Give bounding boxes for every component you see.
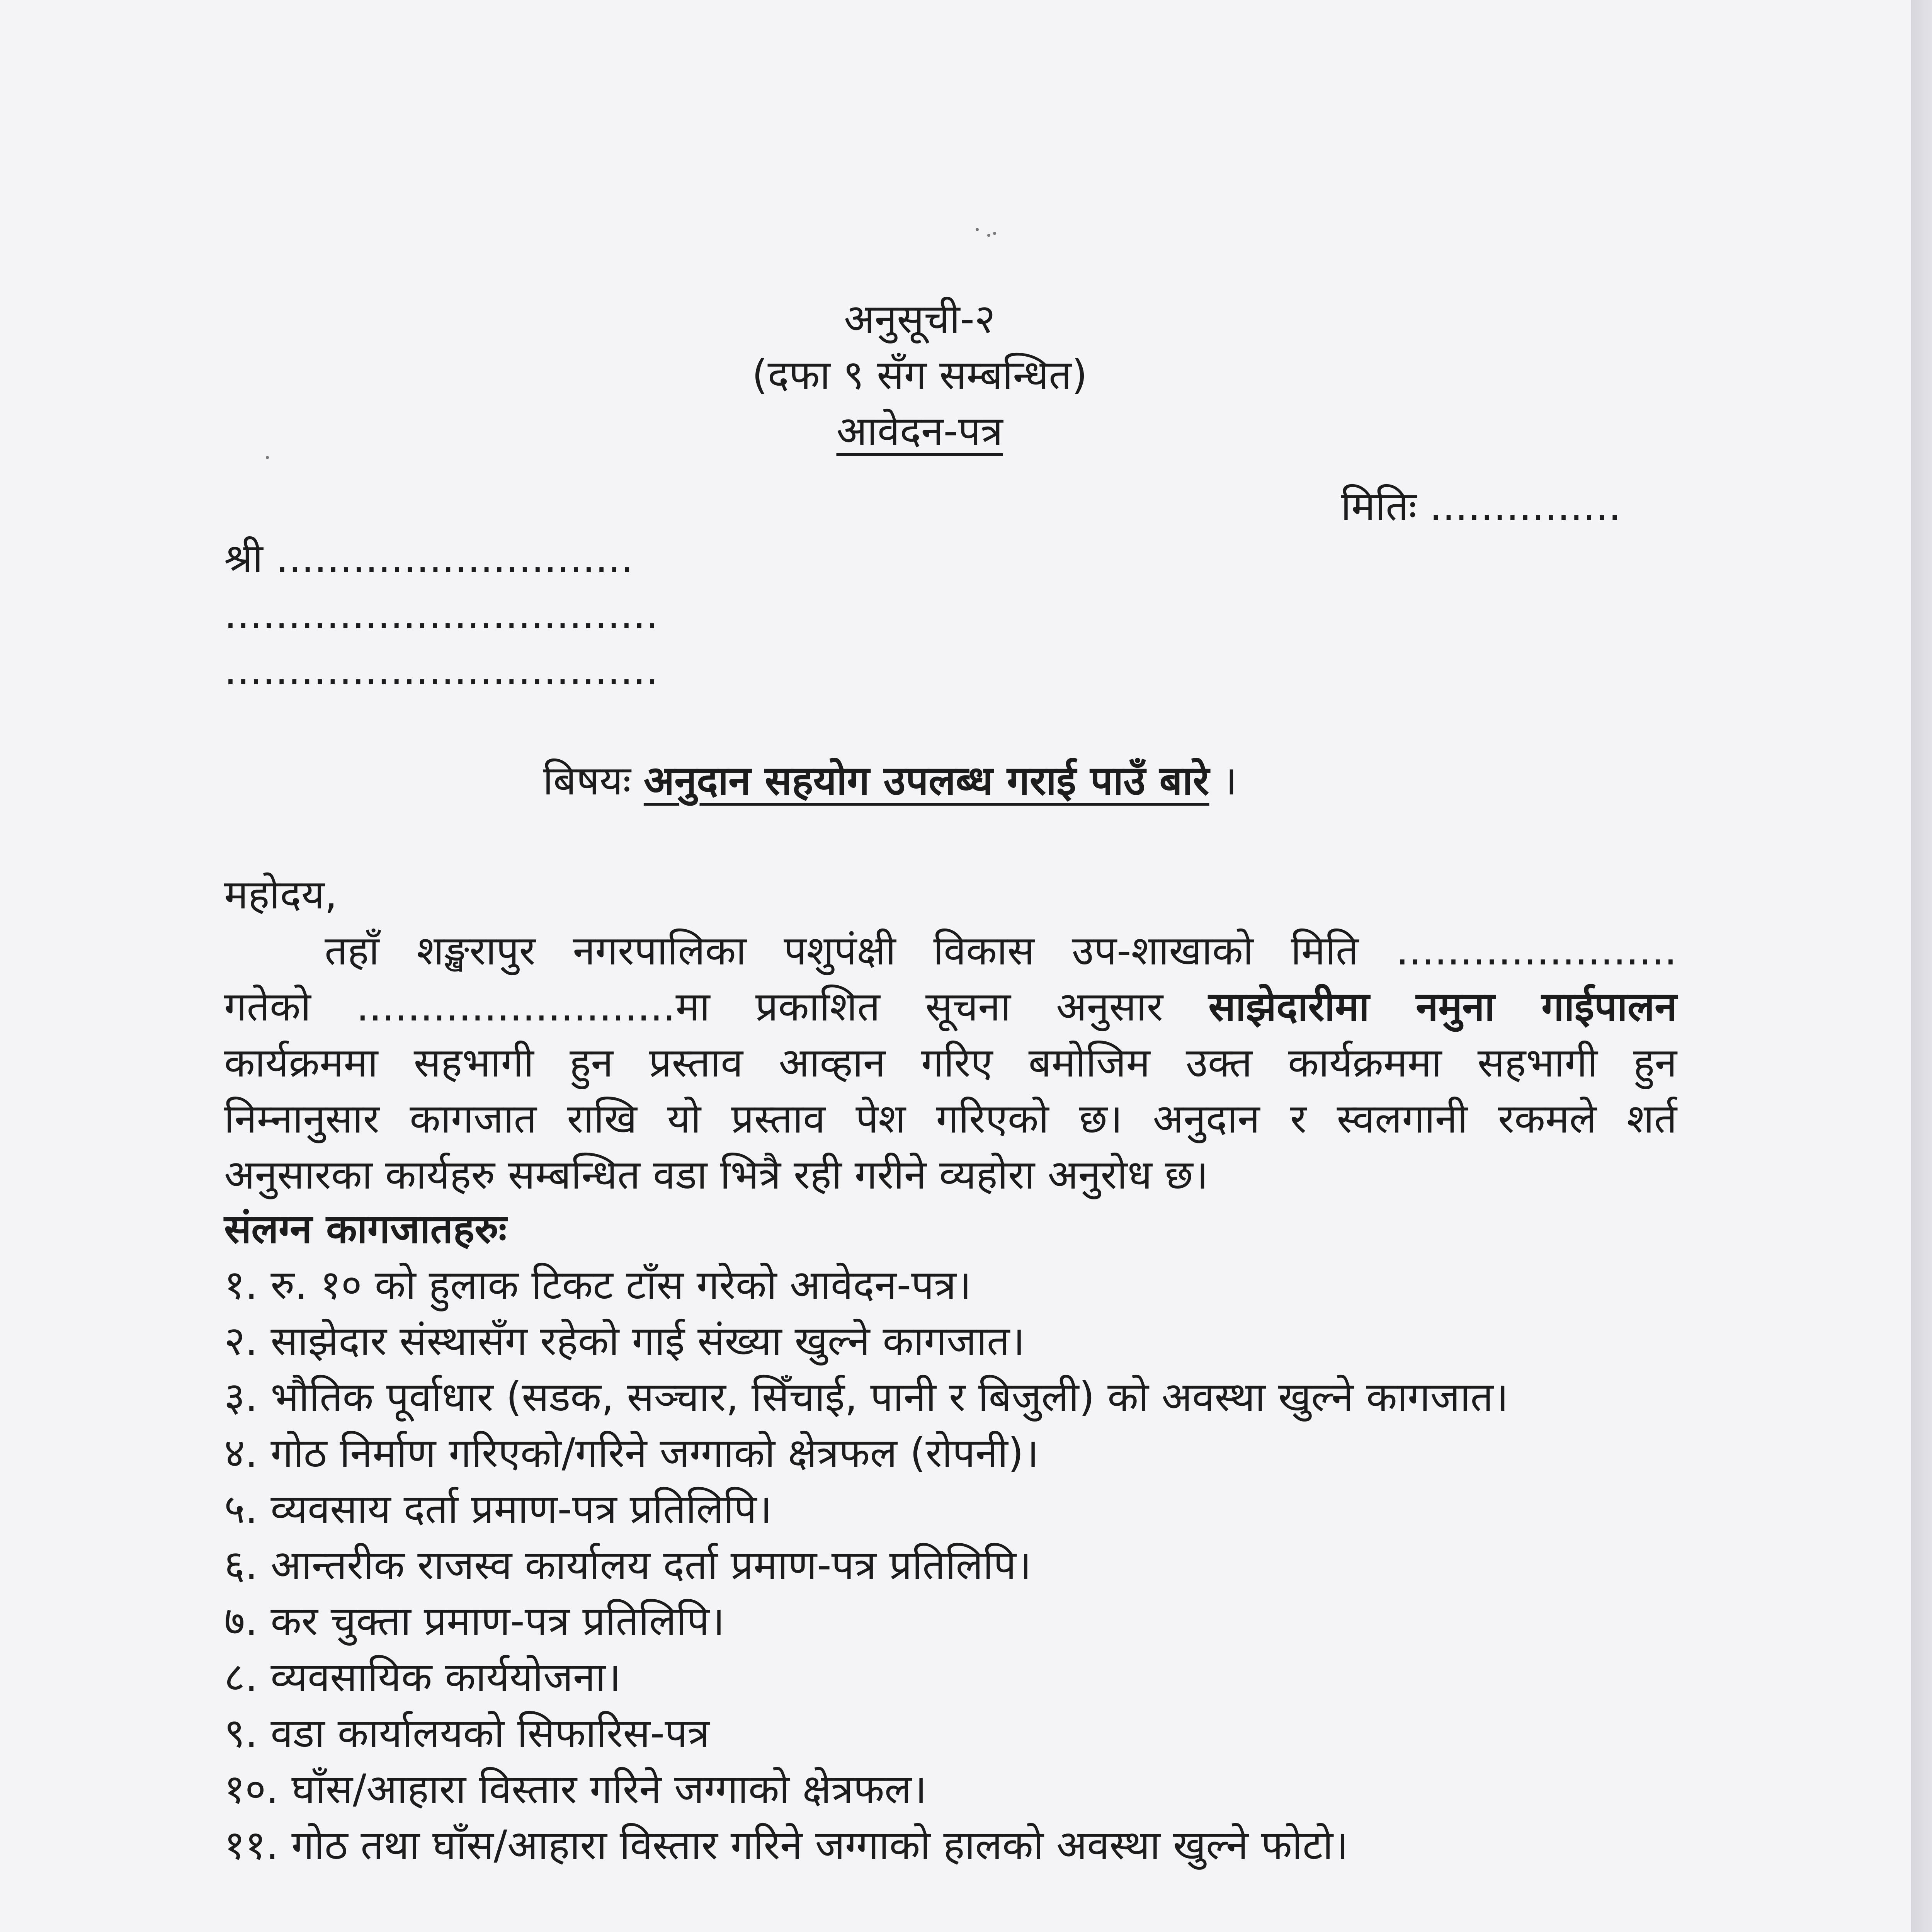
- attachment-item: १. रु. १० को हुलाक टिकट टाँस गरेको आवेदन-पत्र।: [224, 1261, 972, 1308]
- body-line-4: निम्नानुसार कागजात राखि यो प्रस्ताव पेश गरिएको छ। अनुदान र स्वलगानी रकमले शर्त: [224, 1095, 1677, 1142]
- date-line: [1341, 479, 1621, 533]
- addressee-line-1: [224, 531, 633, 585]
- scanner-edge: [1911, 0, 1932, 1932]
- body-line-2-text: गतेको .........................मा प्रकाशित सूचना अनुसार: [224, 983, 1163, 1030]
- scan-speck: [976, 228, 979, 231]
- subject-label: बिषयः: [543, 757, 631, 804]
- attachment-item: ३. भौतिक पूर्वाधार (सडक, सञ्चार, सिँचाई, पानी र बिजुली) को अवस्था खुल्ने कागजात।: [224, 1373, 1509, 1420]
- attachment-item: २. साझेदार संस्थासँग रहेको गाई संख्या खुल्ने कागजात।: [224, 1317, 1025, 1364]
- attachment-item: १०. घाँस/आहारा विस्तार गरिने जग्गाको क्षेत्रफल।: [224, 1765, 927, 1813]
- body-line-1: तहाँ शङ्खरापुर नगरपालिका पशुपंक्षी विकास उप-शाखाको मिति ......................: [325, 927, 1677, 974]
- body-line-2: [224, 980, 1677, 1034]
- body-line-2-bold: साझेदारीमा नमुना गाईपालन: [1208, 983, 1677, 1030]
- body-line-3: कार्यक्रममा सहभागी हुन प्रस्ताव आव्हान गरिए बमोजिम उक्त कार्यक्रममा सहभागी हुन: [224, 1039, 1677, 1086]
- attachment-item: ८. व्यवसायिक कार्ययोजना।: [224, 1653, 621, 1701]
- attachment-item: ७. कर चुक्ता प्रमाण-पत्र प्रतिलिपि।: [224, 1597, 725, 1645]
- date-label: मितिः: [1341, 483, 1417, 530]
- addressee-prefix: श्री: [224, 535, 263, 582]
- schedule-heading: अनुसूची-२: [844, 295, 996, 342]
- date-blank: ...............: [1429, 483, 1621, 530]
- section-reference: (दफा ९ सँग सम्बन्धित): [752, 351, 1088, 398]
- salutation: महोदय,: [224, 871, 337, 918]
- attachment-item: ९. वडा कार्यालयको सिफारिस-पत्र: [224, 1709, 710, 1757]
- scan-speck: [993, 232, 996, 235]
- subject-end: ।: [1222, 757, 1237, 804]
- attachment-item: ११. गोठ तथा घाँस/आहारा विस्तार गरिने जग्गाको हालको अवस्था खुल्ने फोटो।: [224, 1821, 1349, 1869]
- body-line-5: अनुसारका कार्यहरु सम्बन्धित वडा भित्रै रही गरीने व्यहोरा अनुरोध छ।: [224, 1151, 1209, 1198]
- addressee-blank-1: ............................: [276, 535, 634, 582]
- attachment-item: ६. आन्तरीक राजस्व कार्यालय दर्ता प्रमाण-पत्र प्रतिलिपि।: [224, 1541, 1032, 1588]
- subject-text: अनुदान सहयोग उपलब्ध गराई पाउँ बारे: [643, 757, 1209, 804]
- attachment-item: ५. व्यवसाय दर्ता प्रमाण-पत्र प्रतिलिपि।: [224, 1485, 772, 1532]
- addressee-blank-3: ..................................: [224, 647, 658, 694]
- attachment-item: ४. गोठ निर्माण गरिएको/गरिने जग्गाको क्षेत्रफल (रोपनी)।: [224, 1429, 1039, 1476]
- scan-speck: [266, 456, 269, 459]
- subject-line: [543, 753, 1237, 808]
- attachments-heading: संलग्न कागजातहरुः: [224, 1205, 507, 1252]
- form-title: आवेदन-पत्र: [836, 407, 1003, 454]
- addressee-blank-2: ..................................: [224, 591, 658, 638]
- scan-speck: [987, 234, 990, 237]
